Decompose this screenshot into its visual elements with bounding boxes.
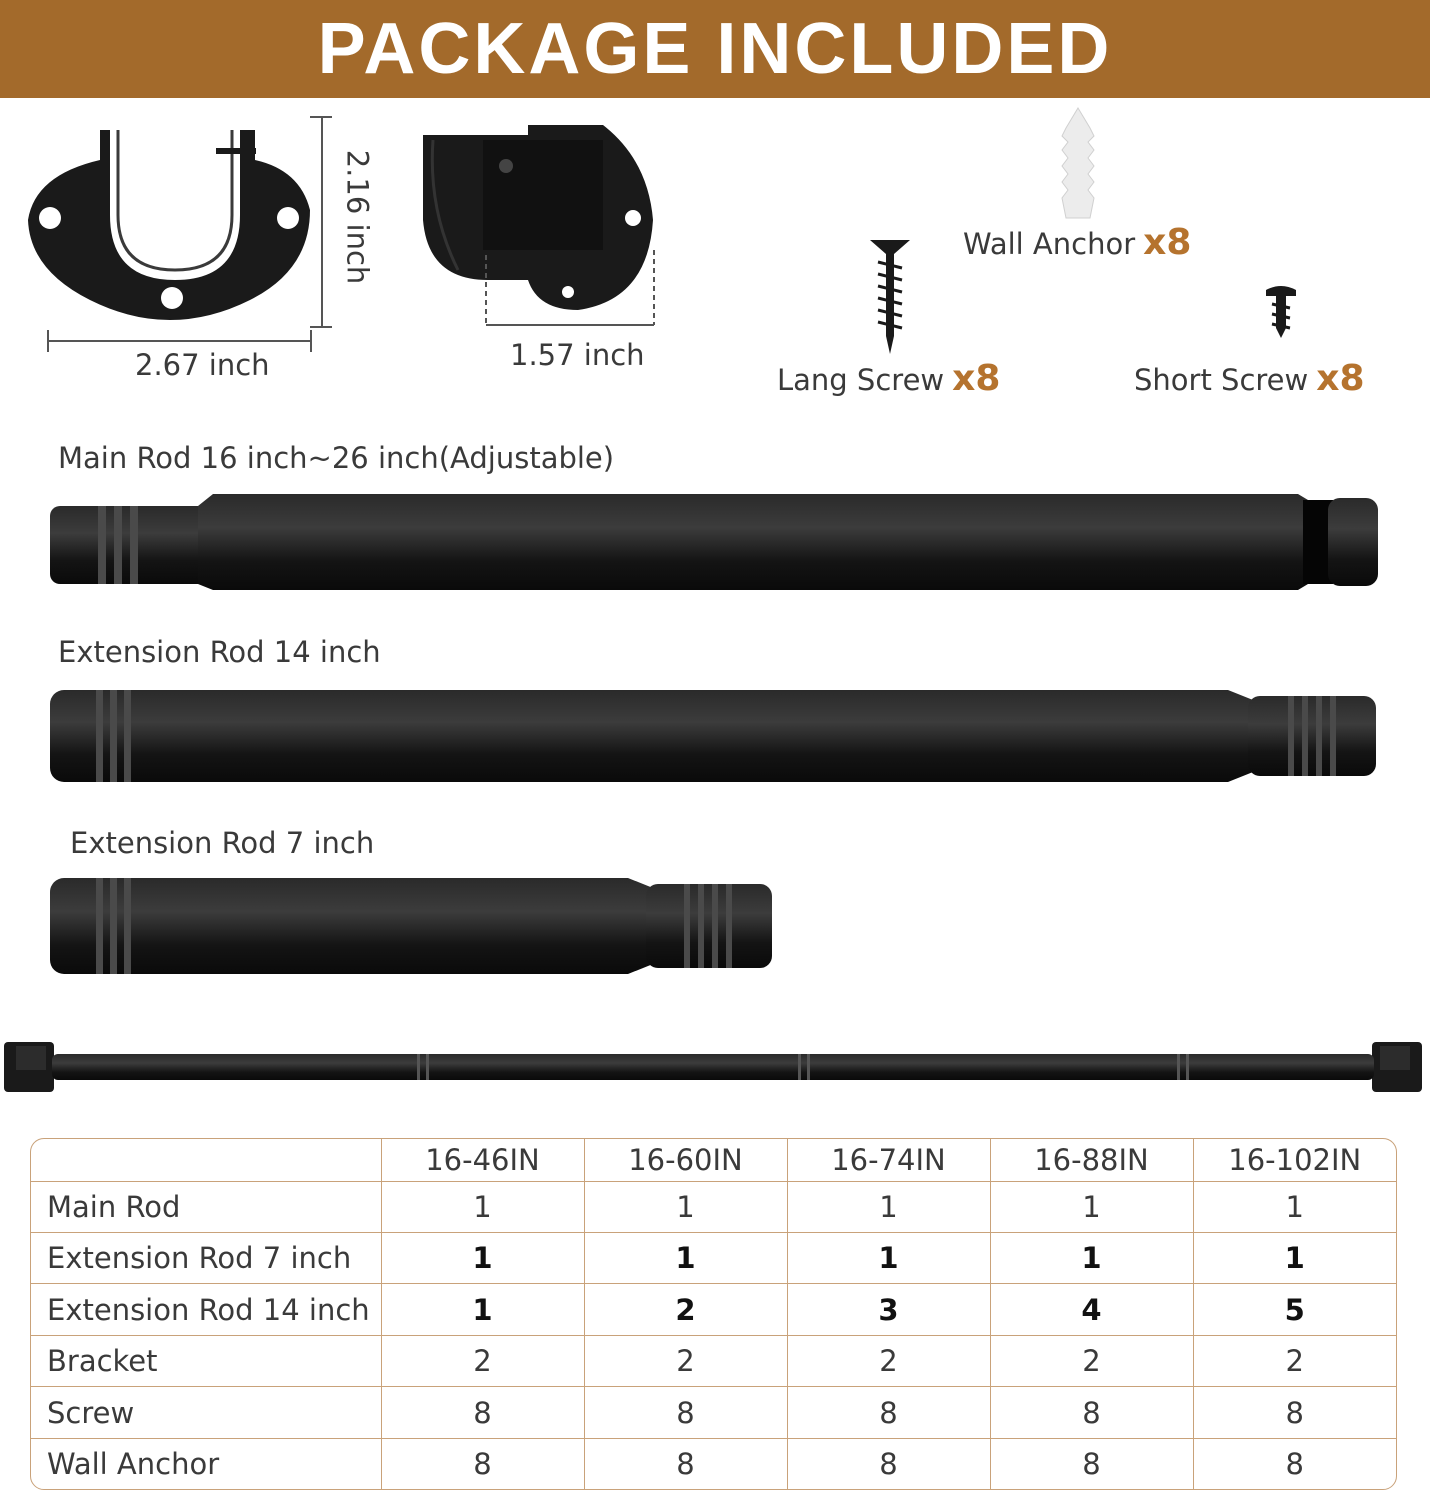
table-cell: 3 <box>787 1284 990 1335</box>
short-screw-qty: x8 <box>1316 358 1365 399</box>
table-cell: 1 <box>1193 1232 1396 1283</box>
table-cell: 4 <box>990 1284 1193 1335</box>
ext7-rod-image <box>48 876 778 976</box>
table-cell: 8 <box>990 1438 1193 1489</box>
table-cell: 2 <box>787 1335 990 1386</box>
table-cell: 2 <box>990 1335 1193 1386</box>
table-cell: 8 <box>990 1387 1193 1438</box>
table-cell: 1 <box>381 1181 584 1232</box>
row-label: Main Rod <box>31 1181 381 1232</box>
long-screw-label: Lang Screw x8 <box>777 358 1001 399</box>
table-row <box>31 1284 1396 1335</box>
table-cell: 2 <box>1193 1335 1396 1386</box>
row-label: Screw <box>31 1387 381 1438</box>
ext14-rod-image <box>48 686 1382 786</box>
short-screw-icon <box>1264 284 1298 340</box>
row-label: Bracket <box>31 1335 381 1386</box>
table-column-header: 16-74IN <box>787 1139 990 1181</box>
table-column-header: 16-46IN <box>381 1139 584 1181</box>
table-cell: 1 <box>990 1181 1193 1232</box>
ext14-rod-label: Extension Rod 14 inch <box>58 635 381 669</box>
table-column-header: 16-60IN <box>584 1139 787 1181</box>
table-row <box>31 1387 1396 1438</box>
table-cell: 1 <box>381 1284 584 1335</box>
table-row <box>31 1232 1396 1283</box>
table-column-header: 16-102IN <box>1193 1139 1396 1181</box>
short-screw-label: Short Screw x8 <box>1134 358 1365 399</box>
table-cell: 2 <box>584 1335 787 1386</box>
table-cell: 8 <box>787 1387 990 1438</box>
wall-anchor-label: Wall Anchor x8 <box>963 222 1192 263</box>
bracket-height-label: 2.16 inch <box>340 149 375 285</box>
table-cell: 5 <box>1193 1284 1396 1335</box>
row-label: Extension Rod 7 inch <box>31 1232 381 1283</box>
wall-anchor-icon <box>1058 106 1098 224</box>
header-banner <box>0 0 1430 98</box>
table-cell: 8 <box>584 1438 787 1489</box>
table-cell: 1 <box>584 1181 787 1232</box>
table-row <box>31 1181 1396 1232</box>
long-screw-qty: x8 <box>952 358 1001 399</box>
table-cell: 1 <box>787 1232 990 1283</box>
main-rod-label: Main Rod 16 inch~26 inch(Adjustable) <box>58 441 615 475</box>
table-cell: 1 <box>584 1232 787 1283</box>
table-cell: 8 <box>1193 1387 1396 1438</box>
height-dimension-line <box>308 115 338 330</box>
package-table <box>30 1138 1397 1490</box>
table-row <box>31 1335 1396 1386</box>
bracket-width-label: 2.67 inch <box>135 348 270 382</box>
table-cell: 8 <box>787 1438 990 1489</box>
assembled-rod-image <box>2 1036 1426 1098</box>
bracket-front-image <box>20 120 320 330</box>
table-cell: 8 <box>381 1387 584 1438</box>
bracket-side-image <box>418 120 663 330</box>
row-label: Extension Rod 14 inch <box>31 1284 381 1335</box>
table-cell: 1 <box>381 1232 584 1283</box>
table-cell: 8 <box>381 1438 584 1489</box>
table-cell: 8 <box>1193 1438 1396 1489</box>
table-cell: 1 <box>787 1181 990 1232</box>
table-cell: 1 <box>1193 1181 1396 1232</box>
table-row <box>31 1438 1396 1489</box>
table-cell: 1 <box>990 1232 1193 1283</box>
ext7-rod-label: Extension Rod 7 inch <box>70 826 375 860</box>
page-title: PACKAGE INCLUDED <box>317 9 1113 89</box>
main-rod-image <box>48 492 1382 592</box>
bracket-depth-label: 1.57 inch <box>510 338 645 372</box>
table-cell: 2 <box>381 1335 584 1386</box>
row-label: Wall Anchor <box>31 1438 381 1489</box>
table-corner-cell <box>31 1139 381 1181</box>
table-cell: 2 <box>584 1284 787 1335</box>
table-column-header: 16-88IN <box>990 1139 1193 1181</box>
table-header-row <box>31 1139 1396 1181</box>
wall-anchor-qty: x8 <box>1143 222 1192 263</box>
table-cell: 8 <box>584 1387 787 1438</box>
long-screw-icon <box>868 236 912 356</box>
